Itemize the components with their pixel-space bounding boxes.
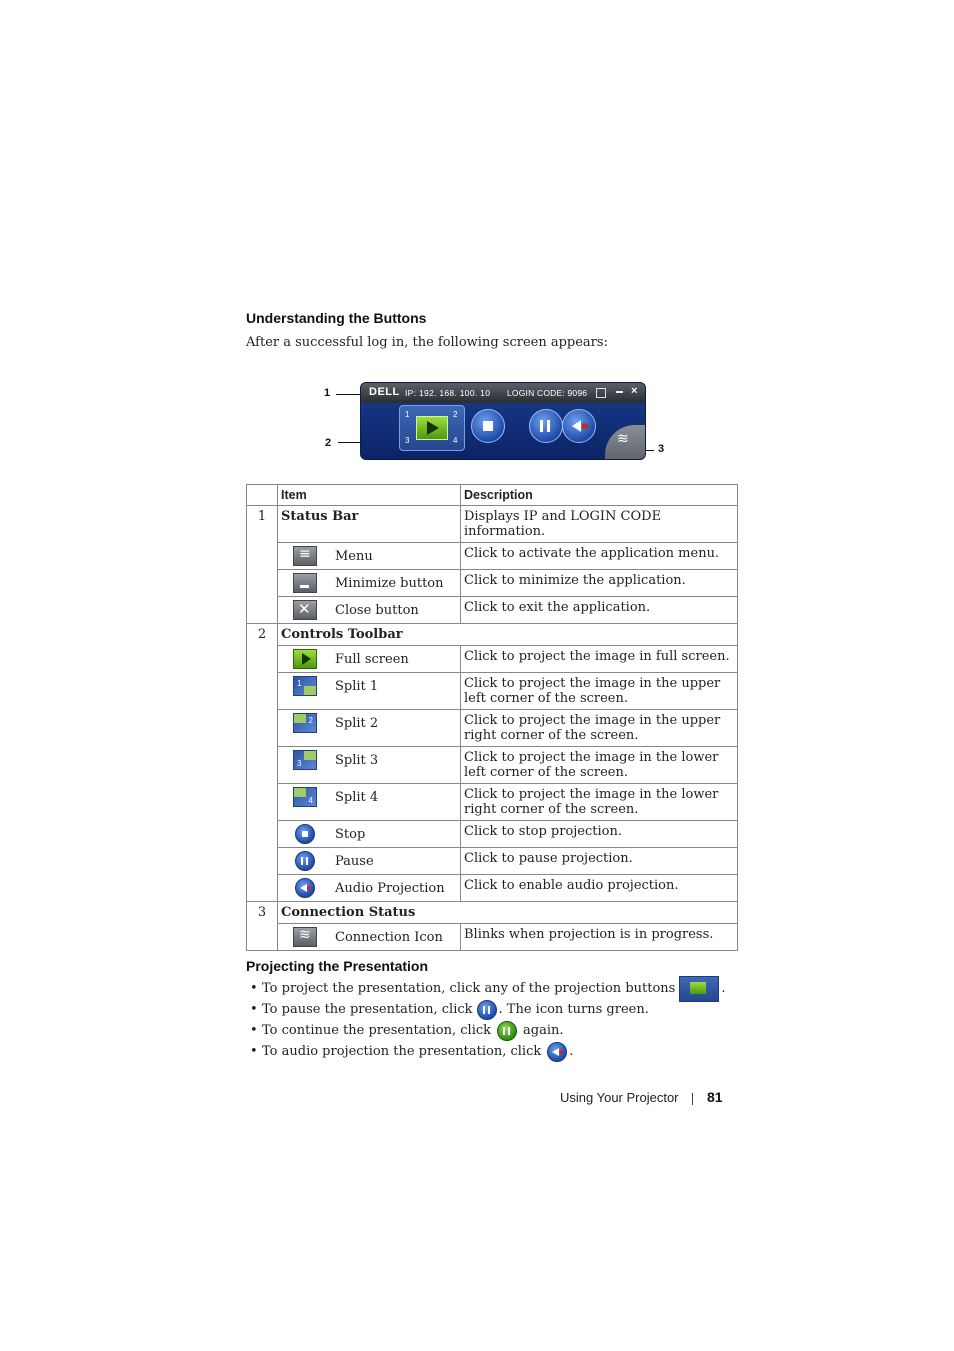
list-item: • To pause the presentation, click . The icon turns green. bbox=[250, 999, 725, 1020]
list-item: • To project the presentation, click any of the projection buttons . bbox=[250, 978, 725, 999]
bullet-text: To project the presentation, click any of the projection buttons bbox=[262, 981, 676, 996]
row-description: Click to project the image in full screen. bbox=[461, 646, 738, 673]
menu-icon bbox=[293, 546, 317, 566]
stop-icon bbox=[295, 824, 315, 844]
pause-button[interactable] bbox=[529, 409, 563, 443]
buttons-table bbox=[246, 484, 738, 951]
row-description: Click to minimize the application. bbox=[461, 570, 738, 597]
bullet-text-after: again. bbox=[523, 1023, 564, 1038]
row-description: Click to pause projection. bbox=[461, 848, 738, 875]
split-2-icon: 2 bbox=[293, 713, 317, 733]
minimize-icon bbox=[293, 573, 317, 593]
menu-icon[interactable] bbox=[596, 388, 606, 398]
projection-buttons-icon bbox=[679, 976, 719, 1002]
split-1-number[interactable]: 1 bbox=[405, 410, 410, 419]
table-row bbox=[247, 543, 738, 570]
row-label: Menu bbox=[335, 548, 373, 564]
projecting-list bbox=[250, 978, 725, 1062]
connection-status bbox=[605, 425, 646, 460]
row-label: Connection Icon bbox=[335, 929, 443, 945]
table-row bbox=[247, 646, 738, 673]
row-description: Displays IP and LOGIN CODE information. bbox=[461, 506, 738, 543]
callout-1: 1 bbox=[324, 387, 331, 399]
split-4-icon: 4 bbox=[293, 787, 317, 807]
group-number: 2 bbox=[247, 624, 278, 646]
split-3-number[interactable]: 3 bbox=[405, 436, 410, 445]
row-label: Close button bbox=[335, 602, 419, 618]
audio-projection-icon bbox=[295, 878, 315, 898]
row-label: Split 4 bbox=[335, 789, 379, 805]
row-label: Split 2 bbox=[335, 715, 379, 731]
split-1-icon: 1 bbox=[293, 676, 317, 696]
status-bar bbox=[361, 383, 645, 403]
table-row bbox=[247, 848, 738, 875]
dell-logo: DELL bbox=[369, 386, 400, 398]
row-description: Blinks when projection is in progress. bbox=[461, 924, 738, 951]
row-label: Stop bbox=[335, 826, 366, 842]
footer-separator bbox=[692, 1093, 693, 1105]
pause-icon bbox=[295, 851, 315, 871]
minimize-icon[interactable] bbox=[616, 391, 623, 393]
wifi-icon: ≋ bbox=[617, 431, 629, 447]
pause-icon bbox=[477, 1000, 497, 1020]
app-screenshot bbox=[360, 382, 646, 460]
ip-address: IP: 192. 168. 100. 10 bbox=[405, 388, 491, 398]
bullet-text-after: . The icon turns green. bbox=[498, 1002, 649, 1017]
bullet-text-after: . bbox=[721, 981, 726, 996]
close-icon bbox=[293, 600, 317, 620]
table-header-item: Item bbox=[278, 485, 461, 506]
list-item: • To continue the presentation, click again. bbox=[250, 1020, 725, 1041]
page-number: 81 bbox=[707, 1089, 723, 1105]
stop-button[interactable] bbox=[471, 409, 505, 443]
play-icon[interactable] bbox=[416, 416, 448, 440]
row-label: Full screen bbox=[335, 651, 409, 667]
table-row bbox=[247, 747, 738, 784]
audio-projection-button[interactable] bbox=[562, 409, 596, 443]
row-label: Split 3 bbox=[335, 752, 379, 768]
split-3-icon: 3 bbox=[293, 750, 317, 770]
split-4-number[interactable]: 4 bbox=[453, 436, 458, 445]
full-screen-block[interactable] bbox=[399, 405, 465, 451]
callout-2: 2 bbox=[325, 437, 332, 449]
full-screen-icon bbox=[293, 649, 317, 669]
audio-projection-icon bbox=[547, 1042, 567, 1062]
row-label: Split 1 bbox=[335, 678, 379, 694]
row-description: Click to project the image in the upper left corner of the screen. bbox=[461, 673, 738, 710]
bullet-text: To continue the presentation, click bbox=[262, 1023, 492, 1038]
row-description: Click to project the image in the lower left corner of the screen. bbox=[461, 747, 738, 784]
group-title: Controls Toolbar bbox=[278, 624, 738, 646]
section-heading: Understanding the Buttons bbox=[246, 310, 427, 326]
row-label: Audio Projection bbox=[335, 880, 445, 896]
footer-section-title: Using Your Projector bbox=[560, 1090, 679, 1105]
table-row bbox=[247, 597, 738, 624]
login-code: LOGIN CODE: 9096 bbox=[507, 388, 588, 398]
callout-3: 3 bbox=[658, 443, 665, 455]
row-label: Minimize button bbox=[335, 575, 444, 591]
table-row bbox=[247, 784, 738, 821]
row-description: Click to exit the application. bbox=[461, 597, 738, 624]
bullet-text: To audio projection the presentation, click bbox=[262, 1044, 542, 1059]
split-2-number[interactable]: 2 bbox=[453, 410, 458, 419]
row-description: Click to project the image in the lower right corner of the screen. bbox=[461, 784, 738, 821]
group-number: 1 bbox=[247, 506, 278, 543]
table-row bbox=[247, 710, 738, 747]
pause-green-icon bbox=[497, 1021, 517, 1041]
table-row bbox=[247, 570, 738, 597]
table-row bbox=[247, 902, 738, 924]
bullet-text: To pause the presentation, click bbox=[262, 1002, 473, 1017]
row-label: Pause bbox=[335, 853, 374, 869]
group-title: Connection Status bbox=[278, 902, 738, 924]
group-title: Status Bar bbox=[278, 506, 461, 543]
table-row bbox=[247, 875, 738, 902]
projecting-heading: Projecting the Presentation bbox=[246, 958, 429, 974]
bullet-text-after: . bbox=[569, 1044, 574, 1059]
row-description: Click to activate the application menu. bbox=[461, 543, 738, 570]
connection-icon bbox=[293, 927, 317, 947]
close-icon[interactable]: × bbox=[631, 385, 638, 397]
table-row bbox=[247, 924, 738, 951]
table-header-description: Description bbox=[461, 485, 738, 506]
table-row bbox=[247, 624, 738, 646]
row-description: Click to project the image in the upper right corner of the screen. bbox=[461, 710, 738, 747]
group-number: 3 bbox=[247, 902, 278, 924]
list-item: • To audio projection the presentation, click . bbox=[250, 1041, 725, 1062]
intro-text: After a successful log in, the following screen appears: bbox=[246, 335, 608, 350]
row-description: Click to stop projection. bbox=[461, 821, 738, 848]
table-row bbox=[247, 506, 738, 543]
row-description: Click to enable audio projection. bbox=[461, 875, 738, 902]
table-row bbox=[247, 673, 738, 710]
table-header-num bbox=[247, 485, 278, 506]
table-row bbox=[247, 821, 738, 848]
